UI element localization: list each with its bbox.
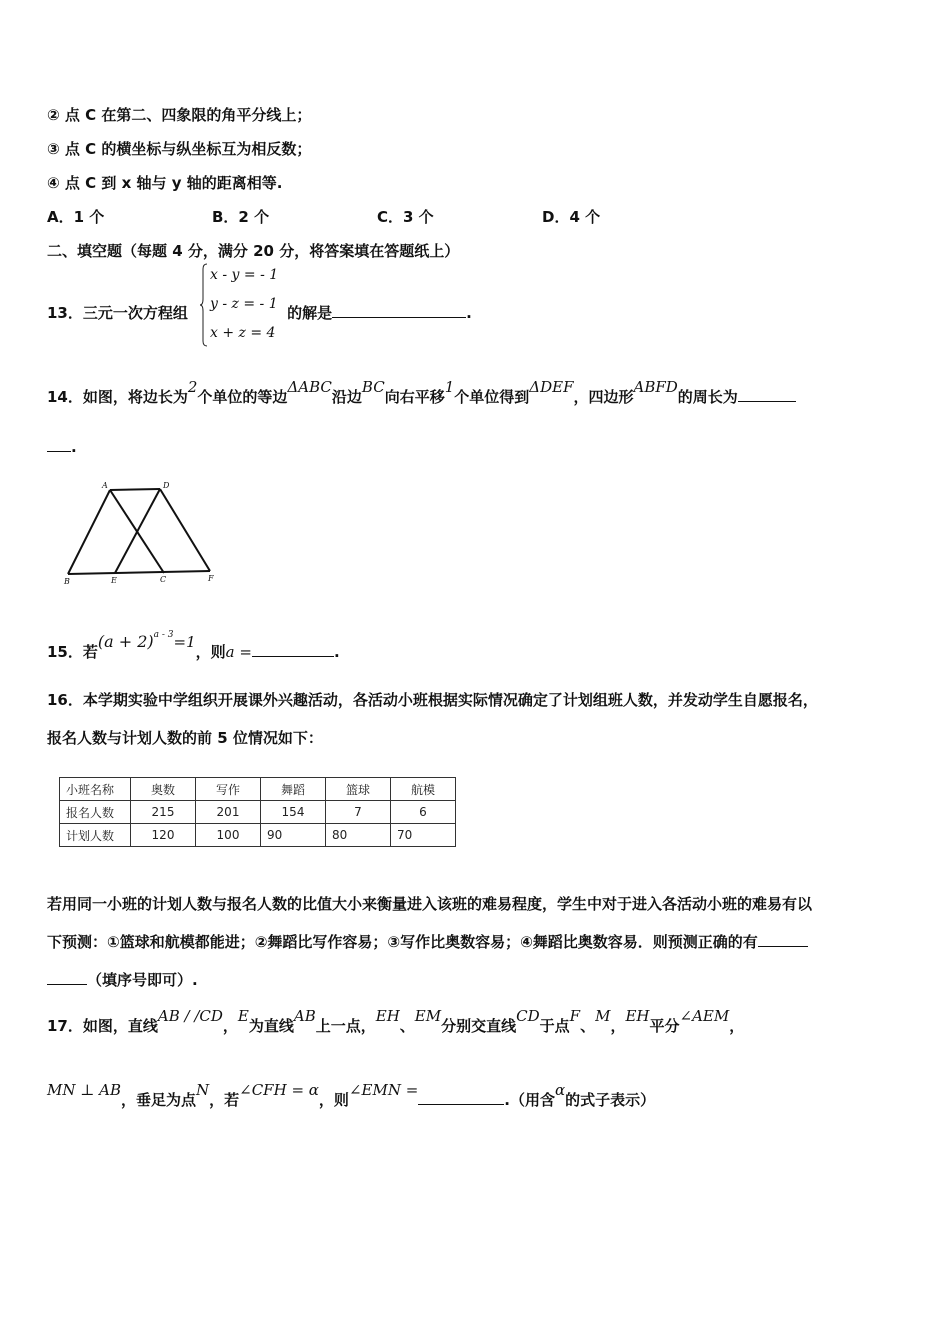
q17-text-3: 上一点， xyxy=(315,1017,376,1035)
q14-answer-blank-1[interactable] xyxy=(738,387,796,402)
q15-period: . xyxy=(333,643,340,661)
q16-answer-blank-1[interactable] xyxy=(758,932,808,947)
table-cell: 201 xyxy=(196,801,261,824)
table-row xyxy=(60,824,456,847)
label-a: A xyxy=(102,481,108,490)
q14-side-bc: BC xyxy=(361,378,385,396)
q17-text-6: 平分 xyxy=(649,1017,680,1035)
enrollment-table xyxy=(59,777,456,847)
table-cell: 80 xyxy=(326,824,391,847)
q16-line-4 xyxy=(47,931,808,952)
q14-text-1: 14．如图，将边长为 xyxy=(47,388,188,406)
table-cell: 奥数 xyxy=(131,778,196,801)
table-cell: 小班名称 xyxy=(60,778,131,801)
question-15 xyxy=(47,630,340,662)
q17-text-2: 为直线 xyxy=(248,1017,294,1035)
q13-suffix: 的解是 xyxy=(287,304,333,322)
q14-text-2: 个单位的等边 xyxy=(197,388,288,406)
q14-text-7: 的周长为 xyxy=(677,388,738,406)
equation-1: x - y = - 1 xyxy=(210,267,279,283)
q13-prefix: 13．三元一次方程组 xyxy=(47,304,188,322)
q16-line-5-text: （填序号即可）. xyxy=(87,971,198,989)
q14-text-6: ，四边形 xyxy=(573,388,634,406)
q17-text-7: ，垂足为点 xyxy=(120,1091,196,1109)
q17-comma: ， xyxy=(610,1017,626,1035)
table-cell: 154 xyxy=(261,801,326,824)
table-cell: 写作 xyxy=(196,778,261,801)
q17-text-1: 17．如图，直线 xyxy=(47,1017,158,1035)
q17-perpendicular: MN ⊥ AB xyxy=(47,1081,121,1099)
q16-line-4-text: 下预测：①篮球和航模都能进；②舞蹈比写作容易；③写作比奥数容易；④舞蹈比奥数容易．则预测正确的有 xyxy=(47,933,758,951)
statement-2: ② 点 C 在第二、四象限的角平分线上； xyxy=(47,106,312,124)
segment-ab xyxy=(68,490,110,574)
q17-point-m: M xyxy=(595,1007,611,1025)
q16-answer-blank-2[interactable] xyxy=(47,970,87,985)
table-cell: 7 xyxy=(326,801,391,824)
q14-period: . xyxy=(71,438,77,456)
table-cell: 报名人数 xyxy=(60,801,131,824)
q17-point-n: N xyxy=(196,1081,210,1099)
q17-comma: ， xyxy=(222,1017,238,1035)
q17-alpha: α xyxy=(554,1081,566,1099)
equation-3: x + z = 4 xyxy=(210,325,276,341)
q13-answer-blank[interactable] xyxy=(332,303,466,318)
q14-text-3: 沿边 xyxy=(331,388,362,406)
q17-text-4: 分别交直线 xyxy=(441,1017,517,1035)
q15-base: (a + 2) xyxy=(97,632,154,651)
question-14 xyxy=(47,378,796,407)
equation-system xyxy=(200,263,295,347)
q17-comma: ， xyxy=(729,1017,745,1035)
section-title: 二、填空题（每题 4 分，满分 20 分，将答案填在答题纸上） xyxy=(47,242,460,260)
brace-icon xyxy=(200,263,208,347)
equation-2: y - z = - 1 xyxy=(210,296,278,312)
option-c[interactable]: C．3 个 xyxy=(377,208,434,226)
q17-line-2 xyxy=(47,1081,656,1110)
q14-triangle-def: ΔDEF xyxy=(529,378,574,396)
q14-quadrilateral: ABFD xyxy=(633,378,678,396)
label-d: D xyxy=(163,481,170,490)
table-cell: 篮球 xyxy=(326,778,391,801)
options-row xyxy=(47,206,707,227)
option-b[interactable]: B．2 个 xyxy=(212,208,270,226)
table-header-row xyxy=(60,778,456,801)
table-cell: 航模 xyxy=(391,778,456,801)
q14-continuation xyxy=(47,437,77,456)
q17-parallel: AB / /CD xyxy=(157,1007,223,1025)
label-e: E xyxy=(111,576,117,585)
statement-3: ③ 点 C 的横坐标与纵坐标互为相反数； xyxy=(47,140,312,158)
table-cell: 100 xyxy=(196,824,261,847)
q15-answer-blank[interactable] xyxy=(252,642,334,657)
q14-triangle-abc: ΔABC xyxy=(287,378,332,396)
q17-text-9: ，则 xyxy=(318,1091,349,1109)
statement-4: ④ 点 C 到 x 轴与 y 轴的距离相等. xyxy=(47,174,283,192)
table-cell: 70 xyxy=(391,824,456,847)
q17-sep: 、 xyxy=(580,1017,596,1035)
triangle-figure xyxy=(60,478,230,588)
q16-line-2: 报名人数与计划人数的前 5 位情况如下： xyxy=(47,729,323,747)
q17-line-ab: AB xyxy=(293,1007,316,1025)
q17-text-5: 于点 xyxy=(539,1017,570,1035)
q14-text-5: 个单位得到 xyxy=(454,388,530,406)
table-cell: 90 xyxy=(261,824,326,847)
segment-ad xyxy=(110,489,160,490)
q17-text-8: ，若 xyxy=(209,1091,240,1109)
q15-exponent: a - 3 xyxy=(153,630,174,640)
q17-angle-cfh: ∠CFH = α xyxy=(239,1081,319,1099)
q17-sep: 、 xyxy=(399,1017,415,1035)
table-row xyxy=(60,801,456,824)
q16-line-5 xyxy=(47,969,198,990)
label-c: C xyxy=(160,575,167,584)
q17-angle-aem: ∠AEM xyxy=(679,1007,730,1025)
q17-answer-blank[interactable] xyxy=(418,1090,504,1105)
q17-angle-emn: ∠EMN = xyxy=(348,1081,419,1099)
q17-text-11: 的式子表示） xyxy=(565,1091,656,1109)
table-cell: 舞蹈 xyxy=(261,778,326,801)
q14-text-4: 向右平移 xyxy=(384,388,445,406)
q15-text-1: 15．若 xyxy=(47,643,98,661)
q14-answer-blank-2[interactable] xyxy=(47,437,71,452)
question-17 xyxy=(47,1007,745,1036)
q16-line-3: 若用同一小班的计划人数与报名人数的比值大小来衡量进入该班的难易程度，学生中对于进入各活动小班的难易有以 xyxy=(47,895,813,913)
table-cell: 6 xyxy=(391,801,456,824)
option-d[interactable]: D．4 个 xyxy=(542,208,601,226)
q14-side-length: 2 xyxy=(187,378,198,396)
q14-shift: 1 xyxy=(444,378,455,396)
q17-line-eh-2: EH xyxy=(625,1007,650,1025)
segment-df xyxy=(160,489,210,571)
segment-bf xyxy=(68,571,210,574)
segment-de xyxy=(115,489,160,573)
table-cell: 215 xyxy=(131,801,196,824)
label-b: B xyxy=(64,577,70,586)
q15-equals-one: =1 xyxy=(173,633,196,651)
table-cell: 计划人数 xyxy=(60,824,131,847)
q15-variable: a = xyxy=(225,643,252,661)
table-cell: 120 xyxy=(131,824,196,847)
q17-line-eh: EH xyxy=(375,1007,400,1025)
q17-line-em: EM xyxy=(414,1007,442,1025)
q16-line-1: 16．本学期实验中学组织开展课外兴趣活动，各活动小班根据实际情况确定了计划组班人数，并发动学生自愿报名， xyxy=(47,691,818,709)
option-a[interactable]: A．1 个 xyxy=(47,208,105,226)
q17-point-f: F xyxy=(569,1007,581,1025)
label-f: F xyxy=(208,574,214,583)
q17-line-cd: CD xyxy=(516,1007,540,1025)
q13-period: . xyxy=(466,304,472,322)
q15-text-2: ，则 xyxy=(195,643,226,661)
q17-text-10: .（用含 xyxy=(504,1091,555,1109)
q17-point-e: E xyxy=(237,1007,249,1025)
